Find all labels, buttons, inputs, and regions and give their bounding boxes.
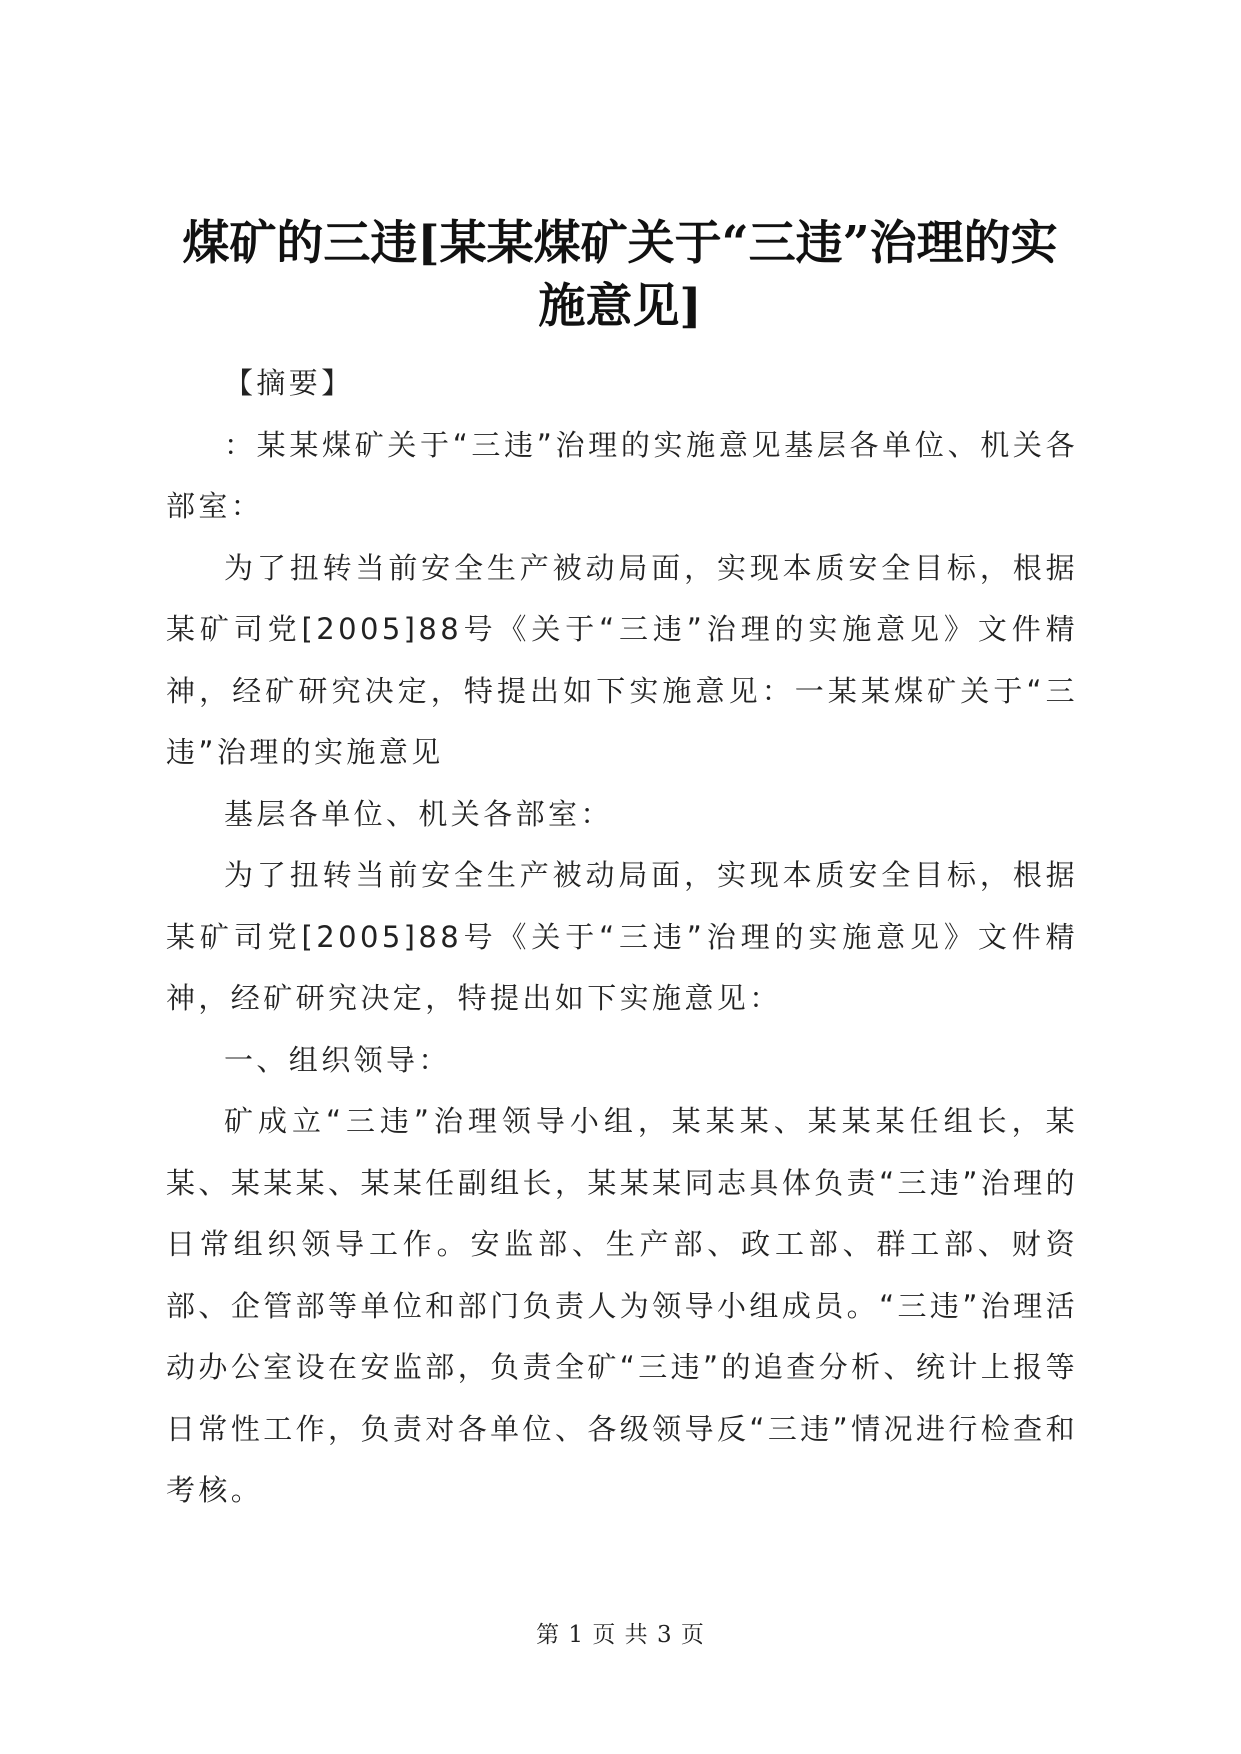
paragraph-addressee: 基层各单位、机关各部室： [224,796,613,831]
paragraph-organization: 矿成立“三违”治理领导小组，某某某、某某某任组长，某某、某某某、某某任副组长，某某某同志具体负责“三违”治理的日常组织领导工作。安监部、生产部、政工部、群工部、财资部、企管部等单位和部门负责人为领导小组成员。“三违”治理活动办公室设在安监部，负责全矿“三违”的追查分析、统计上报等日常性工作，负责对各单位、各级领导反“三违”情况进行检查和考核。 [166,1104,1078,1507]
paragraph-abstract-heading: 【摘要】 [224,366,354,400]
paragraph-purpose-1: 为了扭转当前安全生产被动局面，实现本质安全目标，根据某矿司党[2005]88号《关于“三违”治理的实施意见》文件精神，经矿研究决定，特提出如下实施意见：一某某煤矿关于“三违”治理的实施意见 [166,550,1078,769]
document-title [160,212,1080,338]
page-footer: 第 1 页 共 3 页 [536,1622,705,1648]
title-line-1: 煤矿的三违[某某煤矿关于“三违”治理的实 [182,216,1058,271]
title-line-2: 施意见] [538,279,702,334]
document-body [166,353,1078,1522]
section-heading-organization: 一、组织领导： [224,1042,451,1077]
paragraph-addressee-intro: ：某某煤矿关于“三违”治理的实施意见基层各单位、机关各部室： [166,427,1078,523]
paragraph-purpose-2: 为了扭转当前安全生产被动局面，实现本质安全目标，根据某矿司党[2005]88号《关于“三违”治理的实施意见》文件精神，经矿研究决定，特提出如下实施意见： [166,858,1078,1015]
